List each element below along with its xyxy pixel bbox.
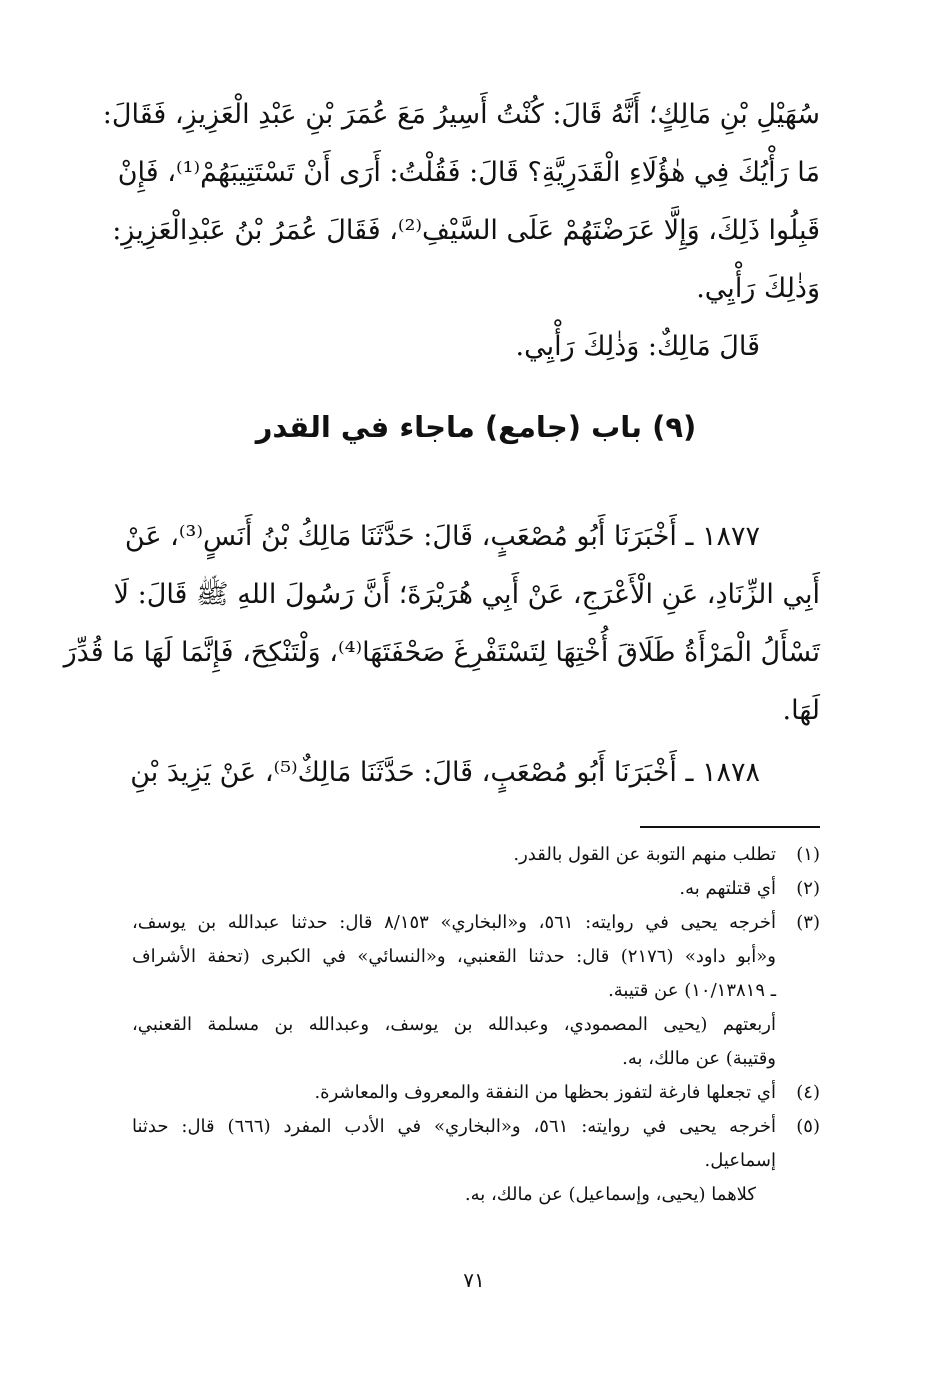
footnote-text: أخرجه يحيى في روايته: ٥٦١، و«البخاري» ٨/١٥٣ قال: حدثنا عبدالله بن يوسف، bbox=[132, 912, 776, 933]
hadith-1877-line: تَسْأَلُ الْمَرْأَةُ طَلَاقَ أُخْتِهَا لِتَسْتَفْرِغَ صَحْفَتَهَا⁽⁴⁾، وَلْتَنْكِحَ، فَإِنَّمَا لَهَا مَا قُدِّرَ bbox=[63, 637, 820, 668]
malik-statement: قَالَ مَالِكٌ: وَذٰلِكَ رَأْيِي. bbox=[515, 331, 760, 362]
footnote-number: (٢) bbox=[796, 878, 820, 899]
footnote-text: تطلب منهم التوبة عن القول بالقدر. bbox=[513, 844, 776, 865]
text-line: سُهَيْلِ بْنِ مَالِكٍ؛ أَنَّهُ قَالَ: كُنْتُ أَسِيرُ مَعَ عُمَرَ بْنِ عَبْدِ الْعَزِيزِ، فَقَالَ: bbox=[102, 99, 820, 130]
footnote-text: إسماعيل. bbox=[704, 1150, 776, 1171]
footnote-4 bbox=[132, 1076, 820, 1110]
footnote-text: أي تجعلها فارغة لتفوز بحظها من النفقة والمعروف والمعاشرة. bbox=[314, 1082, 776, 1103]
footnote-3 bbox=[132, 906, 820, 940]
opening-passage bbox=[102, 86, 820, 376]
footnote-text: ـ ١٠/١٣٨١٩) عن قتيبة. bbox=[608, 980, 776, 1001]
text-line: وَذٰلِكَ رَأْيِي. bbox=[696, 273, 820, 304]
text-line: قَبِلُوا ذَلِكَ، وَإِلَّا عَرَضْتَهُمْ عَلَى السَّيْفِ⁽²⁾، فَقَالَ عُمَرُ بْنُ عَبْدِالْعَزِيزِ: bbox=[112, 215, 820, 246]
hadith-section bbox=[63, 508, 820, 802]
footnote-3-continued bbox=[132, 940, 820, 1008]
footnote-number: (١) bbox=[796, 844, 820, 865]
hadith-1878-line: ١٨٧٨ ـ أَخْبَرَنَا أَبُو مُصْعَبٍ، قَالَ: حَدَّثَنَا مَالِكٌ⁽⁵⁾، عَنْ يَزِيدَ بْنِ bbox=[130, 757, 760, 788]
footnotes bbox=[132, 838, 820, 1212]
footnote-text: أربعتهم (يحيى المصمودي، وعبدالله بن يوسف، وعبدالله بن مسلمة القعنبي، bbox=[132, 1014, 776, 1035]
text-line: مَا رَأْيُكَ فِي هٰؤُلَاءِ الْقَدَرِيَّةِ؟ قَالَ: فَقُلْتُ: أَرَى أَنْ تَسْتَتِيبَهُمْ⁽¹⁾، فَإِنْ bbox=[117, 157, 820, 188]
footnote-divider bbox=[640, 826, 820, 828]
footnote-5-continued bbox=[132, 1144, 820, 1178]
footnote-text: وقتيبة) عن مالك، به. bbox=[622, 1048, 776, 1069]
hadith-1877-line: أَبِي الزِّنَادِ، عَنِ الْأَعْرَجِ، عَنْ أَبِي هُرَيْرَةَ؛ أَنَّ رَسُولَ اللهِ ﷺ قَالَ: لَا bbox=[113, 579, 820, 610]
footnote-text: أخرجه يحيى في روايته: ٥٦١، و«البخاري» في الأدب المفرد (٦٦٦) قال: حدثنا bbox=[132, 1116, 776, 1137]
footnote-3-summary bbox=[132, 1008, 820, 1076]
footnote-5 bbox=[132, 1110, 820, 1144]
chapter-heading: (٩) باب (جامع) ماجاء في القدر bbox=[255, 410, 697, 444]
hadith-1877-line: لَهَا. bbox=[782, 695, 820, 726]
page-number: ٧١ bbox=[463, 1268, 485, 1292]
footnote-number: (٤) bbox=[796, 1082, 820, 1103]
hadith-1877-line: ١٨٧٧ ـ أَخْبَرَنَا أَبُو مُصْعَبٍ، قَالَ: حَدَّثَنَا مَالِكُ بْنُ أَنَسٍ⁽³⁾، عَنْ bbox=[124, 521, 760, 552]
footnote-1 bbox=[132, 838, 820, 872]
footnote-text: كلاهما (يحيى، وإسماعيل) عن مالك، به. bbox=[464, 1184, 756, 1205]
footnote-text: أي قتلتهم به. bbox=[679, 878, 776, 899]
chapter-heading-container bbox=[132, 402, 820, 452]
footnote-2 bbox=[132, 872, 820, 906]
footnote-number: (٥) bbox=[796, 1116, 820, 1137]
footnote-text: و«أبو داود» (٢١٧٦) قال: حدثنا القعنبي، و«النسائي» في الكبرى (تحفة الأشراف bbox=[132, 946, 776, 967]
footnote-number: (٣) bbox=[796, 912, 820, 933]
footnote-5-summary bbox=[132, 1178, 820, 1212]
